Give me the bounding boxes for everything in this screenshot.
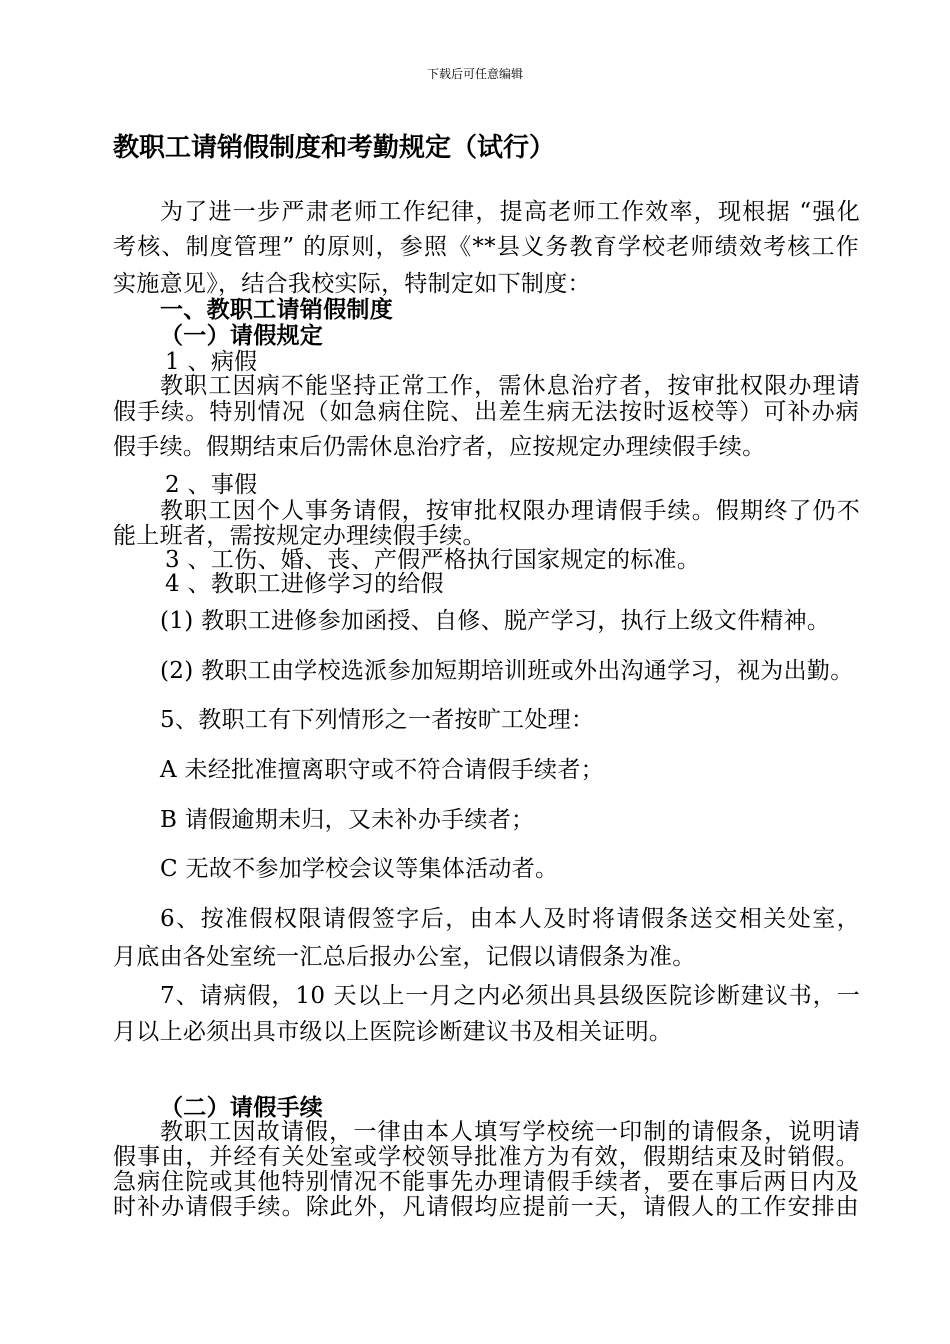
paragraph-line: 7、请病假，10 天以上一月之内必须出具县级医院诊断建议书，一 [160,983,860,1009]
paragraph-line: 假手续。特别情况（如急病住院、出差生病无法按时返校等）可补办病 [113,399,859,425]
item-line: (1) 教职工进修参加函授、自修、脱产学习，执行上级文件精神。 [160,608,831,634]
paragraph-line: 教职工因病不能坚持正常工作，需休息治疗者，按审批权限办理请 [160,373,860,399]
item-line: C 无故不参加学校会议等集体活动者。 [160,856,559,882]
paragraph-line: 急病住院或其他特别情况不能事先办理请假手续者，要在事后两日内及 [113,1169,859,1195]
item-line: A 未经批准擅离职守或不符合请假手续者； [160,757,604,783]
subsection-heading: （一）请假规定 [160,322,324,349]
item-line: 3 、工伤、婚、丧、产假严格执行国家规定的标准。 [165,547,701,573]
paragraph-line: 月底由各处室统一汇总后报办公室，记假以请假条为准。 [113,944,696,970]
paragraph-line: 教职工因个人事务请假，按审批权限办理请假手续。假期终了仍不 [160,498,860,524]
paragraph-line: 6、按准假权限请假签字后，由本人及时将请假条送交相关处室， [160,906,860,932]
paragraph-line: 为了进一步严肃老师工作纪律，提高老师工作效率，现根据 “强化 [160,199,860,225]
paragraph-line: 教职工因故请假，一律由本人填写学校统一印制的请假条，说明请 [160,1119,860,1145]
item-heading: 4 、教职工进修学习的给假 [165,571,444,597]
paragraph-line: 假事由，并经有关处室或学校领导批准方为有效，假期结束及时销假。 [113,1144,859,1170]
paragraph-line: 月以上必须出具市级以上医院诊断建议书及相关证明。 [113,1019,673,1045]
subsection-heading: （二）请假手续 [160,1094,324,1121]
document-title: 教职工请销假制度和考勤规定（试行） [113,133,556,163]
section-heading: 一、教职工请销假制度 [160,296,393,323]
item-line: 5、教职工有下列情形之一者按旷工处理： [160,707,595,733]
paragraph-line: 假手续。假期结束后仍需休息治疗者，应按规定办理续假手续。 [113,434,766,460]
paragraph-line: 考核、制度管理” 的原则，参照《**县义务教育学校老师绩效考核工作 [113,234,859,260]
paragraph-line: 能上班者，需按规定办理续假手续。 [113,523,486,549]
item-line: (2) 教职工由学校选派参加短期培训班或外出沟通学习，视为出勤。 [160,658,854,684]
header-note: 下载后可任意编辑 [426,67,523,81]
item-heading: 1 、病假 [165,349,258,375]
item-line: B 请假逾期未归，又未补办手续者； [160,807,535,833]
item-heading: 2 、事假 [165,472,258,498]
paragraph-line: 实施意见》，结合我校实际，特制定如下制度： [113,271,591,297]
paragraph-line: 时补办请假手续。除此外，凡请假均应提前一天，请假人的工作安排由 [113,1194,859,1220]
